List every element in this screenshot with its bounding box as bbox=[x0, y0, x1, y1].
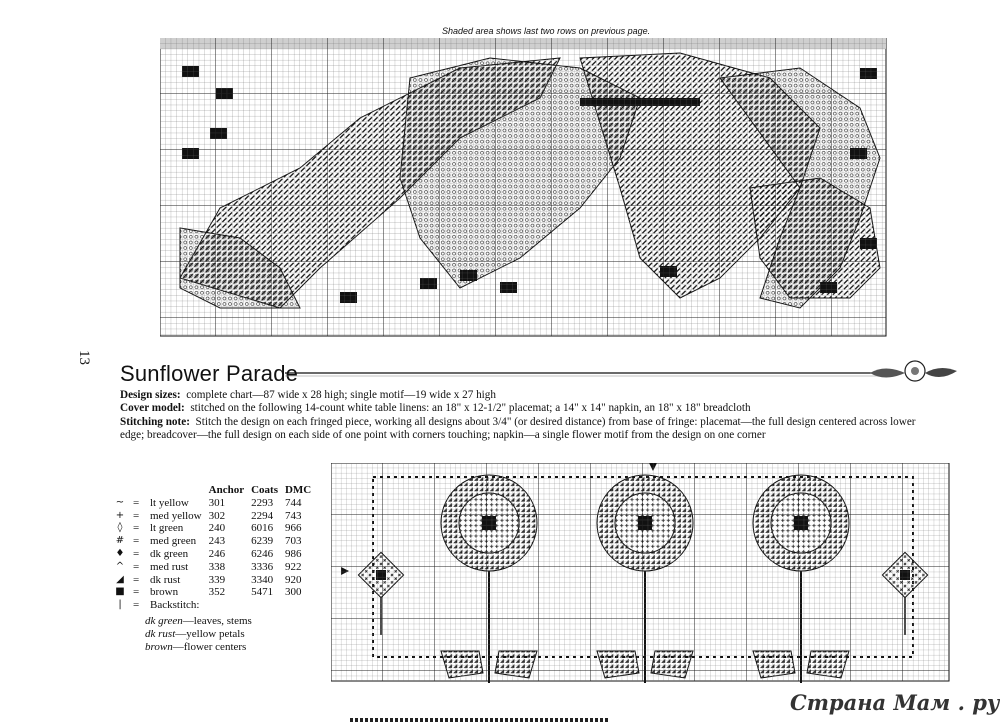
cover-model-text: stitched on the following 14-count white table linens: an 18" x 12-1/2" placemat; a 14" x 14" napkin, an 18" x 18" breadcloth bbox=[190, 402, 751, 415]
anchor-number: 302 bbox=[208, 509, 226, 522]
anchor-number: 240 bbox=[208, 522, 226, 535]
color-name: med yellow bbox=[150, 509, 202, 522]
color-name: lt green bbox=[150, 522, 184, 535]
color-key-row bbox=[114, 548, 318, 561]
anchor-number: 339 bbox=[208, 573, 226, 586]
watermark: Страна Мам . ру bbox=[790, 690, 1000, 715]
cover-model-label: Cover model: bbox=[120, 402, 185, 415]
title-rule-ornament bbox=[285, 356, 960, 390]
anchor-number: 352 bbox=[208, 586, 226, 599]
dmc-number: 966 bbox=[284, 522, 302, 535]
header-dmc: DMC bbox=[284, 484, 312, 496]
design-sizes-text: complete chart—87 wide x 28 high; single motif—19 wide x 27 high bbox=[186, 389, 496, 401]
color-symbol: ^ bbox=[115, 560, 125, 572]
color-key-row bbox=[114, 561, 318, 574]
header-coats: Coats bbox=[251, 484, 278, 496]
backstitch-note-color: dk green bbox=[145, 615, 183, 627]
backstitch-row: | = Backstitch: bbox=[114, 599, 318, 612]
backstitch-note: dk green—leaves, stems bbox=[145, 615, 252, 627]
color-key-table bbox=[114, 484, 318, 612]
backstitch-note-use: leaves, stems bbox=[193, 615, 252, 627]
color-symbol: ◢ bbox=[116, 573, 124, 585]
backstitch-notes bbox=[145, 615, 252, 653]
color-key-row bbox=[114, 510, 318, 523]
equals-sign: = bbox=[133, 509, 140, 522]
color-key-row bbox=[114, 574, 318, 587]
backstitch-note: dk rust—yellow petals bbox=[145, 627, 245, 640]
equals-sign: = bbox=[133, 535, 140, 548]
dmc-number: 300 bbox=[284, 586, 302, 599]
color-name: med green bbox=[150, 535, 197, 548]
dmc-number: 986 bbox=[284, 547, 302, 560]
dmc-number: 922 bbox=[284, 560, 302, 573]
equals-sign: = bbox=[133, 586, 140, 599]
stitching-note-text: Stitch the design on each fringed piece, working all designs about 3/4" (or desired distance) from base of fringe: placemat—the full design centered across lower edge; breadcover—the full design on each side of one point with corners touching; napkin—a single flower motif from the design on one corner bbox=[120, 415, 916, 441]
top-stitch-chart bbox=[160, 38, 888, 338]
equals-sign: = bbox=[133, 496, 140, 509]
anchor-number: 243 bbox=[208, 535, 226, 548]
dmc-number: 743 bbox=[284, 509, 302, 522]
color-symbol: ◊ bbox=[117, 522, 123, 534]
color-name: dk green bbox=[150, 547, 189, 560]
backstitch-note-color: dk rust bbox=[145, 627, 176, 640]
dmc-number: 920 bbox=[284, 573, 302, 586]
bottom-rule bbox=[350, 718, 610, 722]
backstitch-note: brown—flower centers bbox=[145, 640, 247, 653]
backstitch-note-color: brown bbox=[145, 640, 173, 653]
chart-caption: Shaded area shows last two rows on previous page. bbox=[442, 26, 651, 36]
page-title: Sunflower Parade bbox=[120, 361, 299, 386]
color-name: lt yellow bbox=[150, 496, 189, 509]
equals-sign: = bbox=[133, 560, 140, 573]
color-key-row bbox=[114, 522, 318, 535]
anchor-number: 338 bbox=[208, 560, 226, 573]
color-name: dk rust bbox=[150, 573, 181, 586]
color-symbol: + bbox=[115, 509, 125, 521]
color-key-row bbox=[114, 535, 318, 548]
color-symbol: ♦ bbox=[115, 547, 125, 559]
backstitch-note-use: yellow petals bbox=[186, 627, 245, 640]
dmc-number: 744 bbox=[284, 496, 302, 509]
bottom-stitch-chart bbox=[331, 463, 951, 683]
design-info bbox=[120, 389, 940, 442]
anchor-number: 301 bbox=[208, 496, 226, 509]
color-symbol: ■ bbox=[115, 586, 125, 598]
color-name: med rust bbox=[150, 560, 189, 573]
anchor-number: 246 bbox=[208, 547, 226, 560]
dmc-number: 703 bbox=[284, 535, 302, 548]
page-number: 13 bbox=[76, 350, 92, 365]
color-key-header bbox=[114, 484, 318, 497]
coats-number: 2294 bbox=[251, 509, 274, 522]
color-symbol: # bbox=[115, 535, 125, 547]
coats-number: 5471 bbox=[251, 586, 274, 599]
backstitch-note-use: flower centers bbox=[183, 640, 247, 653]
equals-sign: = bbox=[133, 547, 140, 560]
backstitch-symbol: | bbox=[118, 599, 122, 611]
coats-number: 2293 bbox=[251, 496, 274, 509]
color-symbol: ~ bbox=[115, 496, 125, 508]
color-key-row bbox=[114, 586, 318, 599]
coats-number: 6239 bbox=[251, 535, 274, 548]
color-name: brown bbox=[150, 586, 179, 599]
color-key-row bbox=[114, 497, 318, 510]
coats-number: 3336 bbox=[251, 560, 274, 573]
coats-number: 3340 bbox=[251, 573, 274, 586]
header-anchor: Anchor bbox=[208, 484, 245, 496]
design-sizes-label: Design sizes: bbox=[120, 389, 181, 401]
backstitch-label: Backstitch: bbox=[150, 599, 200, 612]
coats-number: 6246 bbox=[251, 547, 274, 560]
coats-number: 6016 bbox=[251, 522, 274, 535]
stitching-note-label: Stitching note: bbox=[120, 415, 190, 428]
equals-sign: = bbox=[133, 573, 140, 586]
equals-sign: = bbox=[133, 522, 140, 535]
